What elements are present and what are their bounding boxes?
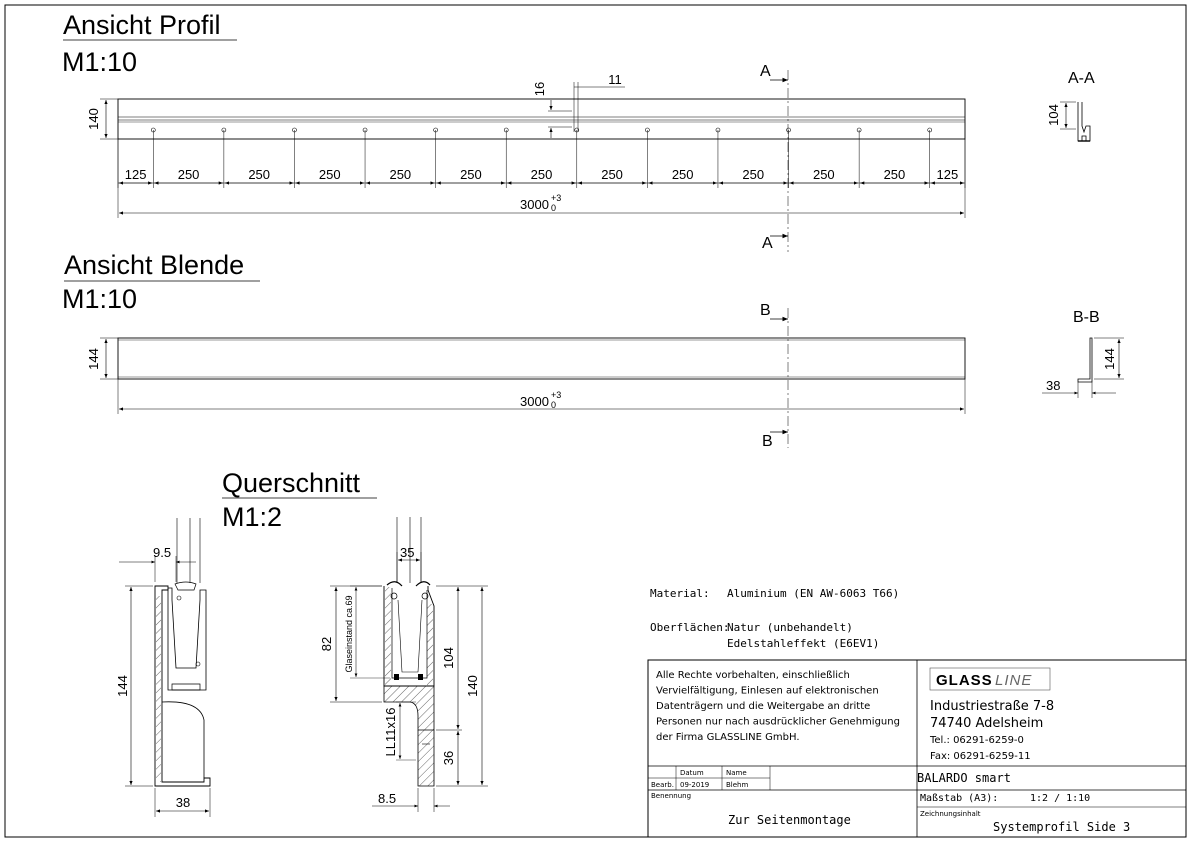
spacing-dim-value: 250 — [177, 167, 200, 182]
spacing-dim-value: 250 — [318, 167, 341, 182]
profile-total-length: 3000 — [520, 197, 549, 212]
view-profile — [62, 10, 965, 252]
right-dim-glass: 82 — [319, 636, 334, 652]
cross-section-right — [319, 517, 488, 812]
profile-height-dim: 140 — [86, 108, 101, 130]
section-aa-label: A-A — [1068, 70, 1095, 87]
view-blende — [62, 250, 965, 450]
querschnitt-title: Querschnitt — [222, 468, 361, 498]
blende-bar — [118, 338, 965, 379]
profile-tol-upper: +3 — [551, 193, 562, 203]
massstab-label: Maßstab (A3): — [920, 793, 999, 804]
profile-scale: M1:10 — [62, 47, 138, 77]
blende-height-dim: 144 — [86, 348, 101, 370]
title-block — [648, 660, 1186, 837]
left-dim-top: 9.5 — [153, 545, 172, 560]
right-dim-140: 140 — [465, 675, 480, 697]
material-notes — [650, 587, 899, 650]
row-bearb: Bearb. — [651, 781, 674, 789]
massstab-value: 1:2 / 1:10 — [1030, 793, 1091, 804]
col-datum: Datum — [680, 769, 704, 777]
zeichnung-label: Zeichnungsinhalt — [920, 810, 981, 818]
profile-bar — [118, 99, 965, 139]
surfaces-label: Oberflächen: — [650, 621, 730, 634]
blende-total-length: 3000 — [520, 394, 549, 409]
blende-title: Ansicht Blende — [64, 250, 245, 280]
bearb-date: 09-2019 — [680, 781, 710, 789]
company-street: Industriestraße 7-8 — [930, 699, 1055, 714]
profile-dim-16: 16 — [532, 81, 547, 97]
section-bb — [1042, 309, 1124, 398]
benennung-label: Benennung — [651, 792, 692, 800]
right-dim-104: 104 — [441, 647, 456, 669]
right-dim-85: 8.5 — [378, 791, 397, 806]
col-name: Name — [726, 769, 747, 777]
section-letter-b-bottom: B — [762, 433, 773, 450]
bearb-name: Blehm — [726, 781, 749, 789]
spacing-dim-value: 250 — [812, 167, 835, 182]
spacing-dim-value: 125 — [124, 167, 147, 182]
spacing-dim-value: 250 — [601, 167, 623, 182]
spacing-dim-value: 125 — [936, 167, 959, 182]
section-letter-a-top: A — [760, 63, 771, 80]
product-name: BALARDO smart — [917, 771, 1011, 785]
section-letter-a-bottom: A — [762, 235, 773, 252]
company-tel: Tel.: 06291-6259-0 — [930, 735, 1024, 746]
section-aa-dim: 104 — [1046, 104, 1061, 126]
cross-section-left — [115, 518, 210, 817]
profile-title: Ansicht Profil — [63, 10, 221, 40]
right-glass-label: Glaseinstand ca.69 — [344, 595, 354, 673]
rights-line: Vervielfältigung, Einlesen auf elektronischen — [656, 685, 879, 697]
rights-line: Alle Rechte vorbehalten, einschließlich — [656, 670, 850, 681]
spacing-dim-value: 250 — [742, 167, 765, 182]
right-dim-36: 36 — [441, 750, 456, 766]
section-bb-dim-w: 38 — [1046, 378, 1061, 393]
view-querschnitt — [222, 468, 377, 532]
company-city: 74740 Adelsheim — [930, 716, 1044, 731]
rights-notice — [656, 670, 900, 743]
material-value: Aluminium (EN AW-6063 T66) — [727, 587, 900, 600]
material-label: Material: — [650, 587, 710, 600]
zeichnung-value: Systemprofil Side 3 — [993, 820, 1131, 834]
surfaces-value-1: Natur (unbehandelt) — [727, 621, 853, 634]
right-dim-top: 35 — [400, 545, 415, 560]
spacing-dim-value: 250 — [460, 167, 482, 182]
logo-part-b: LINE — [995, 672, 1033, 689]
spacing-dim-value: 250 — [883, 167, 906, 182]
blende-tol-lower: 0 — [551, 400, 557, 410]
querschnitt-scale: M1:2 — [222, 502, 283, 532]
rights-line: Datenträgern und die Weitergabe an dritte — [656, 701, 871, 712]
rights-line: der Firma GLASSLINE GmbH. — [656, 732, 800, 743]
profile-tol-lower: 0 — [551, 203, 557, 213]
section-aa — [1046, 70, 1095, 141]
spacing-dim-value: 250 — [248, 167, 271, 182]
left-dim-height: 144 — [115, 675, 130, 697]
section-bb-dim-h: 144 — [1102, 348, 1117, 370]
company-fax: Fax: 06291-6259-11 — [930, 751, 1031, 762]
right-slot-label: LL11x16 — [383, 707, 398, 757]
spacing-dim-value: 250 — [530, 167, 553, 182]
logo-part-a: GLASS — [936, 672, 993, 689]
spacing-dim-value: 250 — [389, 167, 412, 182]
rights-line: Personen nur nach ausdrücklicher Genehmigung — [656, 716, 900, 728]
mounting-holes — [151, 128, 931, 132]
left-dim-width: 38 — [175, 795, 191, 810]
blende-tol-upper: +3 — [551, 390, 562, 400]
profile-dim-11: 11 — [608, 72, 622, 87]
section-bb-label: B-B — [1073, 309, 1100, 326]
blende-scale: M1:10 — [62, 284, 138, 314]
spacing-dim-value: 250 — [671, 167, 694, 182]
surfaces-value-2: Edelstahleffekt (E6EV1) — [727, 637, 880, 650]
section-letter-b-top: B — [760, 302, 771, 319]
benennung-value: Zur Seitenmontage — [728, 813, 851, 827]
